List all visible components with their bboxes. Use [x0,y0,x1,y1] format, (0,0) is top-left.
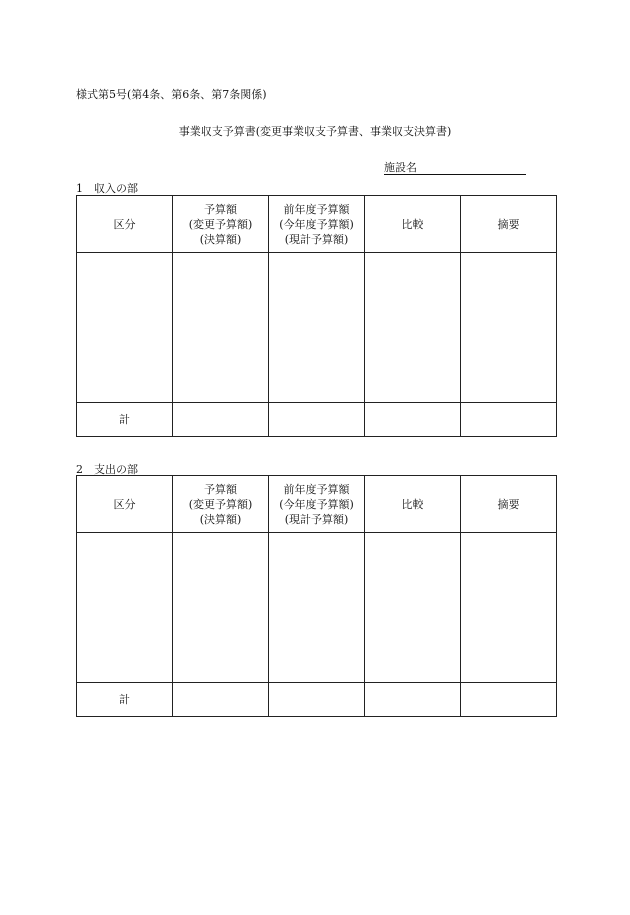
header-line: (今年度予算額) [279,497,354,511]
table-total-row [77,403,557,437]
facility-name-field: 施設名 [384,162,526,175]
section-expenditure-label: 2 支出の部 [76,463,138,476]
header-line: (今年度予算額) [279,217,354,231]
header-line: (変更予算額) [188,497,253,511]
total-label: 計 [77,403,173,437]
cell-category [77,253,173,403]
revenue-table [76,195,557,437]
total-budget [173,403,269,437]
total-remarks [461,403,557,437]
col-header-category: 区分 [77,196,173,253]
col-header-comparison: 比較 [365,196,461,253]
table-total-row [77,683,557,717]
col-header-remarks: 摘要 [461,196,557,253]
table-body-row [77,253,557,403]
col-header-comparison: 比較 [365,476,461,533]
table-header-row [77,196,557,253]
header-line: (現計予算額) [284,512,349,526]
cell-comparison [365,253,461,403]
cell-prev-budget [269,253,365,403]
header-line: (決算額) [199,512,242,526]
header-line: 予算額 [204,482,237,496]
cell-comparison [365,533,461,683]
cell-budget [173,253,269,403]
col-header-budget [173,196,269,253]
col-header-remarks: 摘要 [461,476,557,533]
total-comparison [365,683,461,717]
header-line: 予算額 [204,202,237,216]
cell-remarks [461,533,557,683]
table-body-row [77,533,557,683]
total-comparison [365,403,461,437]
expenditure-table [76,475,557,717]
total-prev-budget [269,403,365,437]
form-number: 様式第5号(第4条、第6条、第7条関係) [76,88,267,101]
header-line: 前年度予算額 [283,482,350,496]
col-header-budget [173,476,269,533]
total-remarks [461,683,557,717]
header-line: (決算額) [199,232,242,246]
cell-category [77,533,173,683]
col-header-prev-budget [269,476,365,533]
cell-remarks [461,253,557,403]
header-line: (現計予算額) [284,232,349,246]
table-header-row [77,476,557,533]
header-line: 前年度予算額 [283,202,350,216]
cell-budget [173,533,269,683]
col-header-prev-budget [269,196,365,253]
total-label: 計 [77,683,173,717]
section-revenue-label: 1 収入の部 [76,182,138,195]
document-title: 事業収支予算書(変更事業収支予算書、事業収支決算書) [178,125,452,138]
header-line: (変更予算額) [188,217,253,231]
total-prev-budget [269,683,365,717]
total-budget [173,683,269,717]
cell-prev-budget [269,533,365,683]
col-header-category: 区分 [77,476,173,533]
